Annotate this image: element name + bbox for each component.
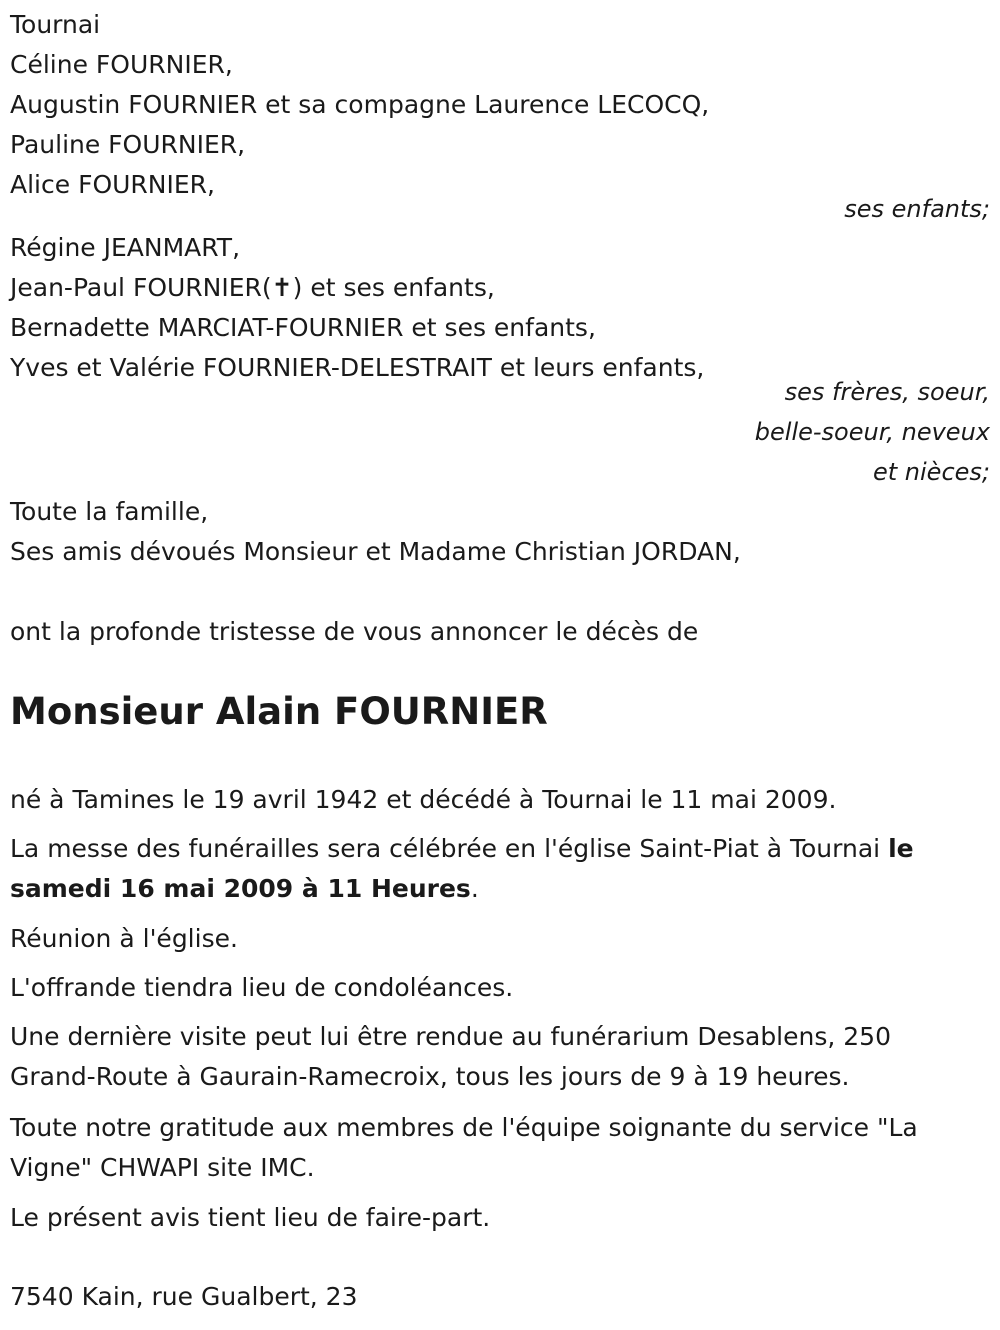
sibling-name: Yves et Valérie FOURNIER-DELESTRAIT et leurs enfants, — [10, 353, 705, 382]
funeral-mass-text — [10, 874, 479, 904]
city-heading: Tournai — [10, 10, 101, 39]
notice-text: Le présent avis tient lieu de faire-part. — [10, 1203, 491, 1232]
deceased-name: Monsieur Alain FOURNIER — [10, 690, 548, 733]
visit-text: Grand-Route à Gaurain-Ramecroix, tous les jours de 9 à 19 heures. — [10, 1062, 850, 1091]
funeral-mass-date-start: le — [888, 834, 914, 863]
sibling-name: Bernadette MARCIAT-FOURNIER et ses enfants, — [10, 313, 596, 342]
funeral-mass-date: samedi 16 mai 2009 à 11 Heures — [10, 874, 471, 903]
siblings-relation: ses frères, soeur, — [784, 378, 990, 406]
gratitude-text: Vigne" CHWAPI site IMC. — [10, 1153, 315, 1182]
offering-text: L'offrande tiendra lieu de condoléances. — [10, 973, 514, 1002]
funeral-mass-post: . — [470, 874, 479, 903]
child-name: Céline FOURNIER, — [10, 50, 233, 79]
birth-death-text: né à Tamines le 19 avril 1942 et décédé à Tournai le 11 mai 2009. — [10, 785, 837, 814]
sibling-name: Régine JEANMART, — [10, 233, 241, 262]
children-relation: ses enfants; — [844, 195, 990, 223]
sibling-name: Jean-Paul FOURNIER(✝) et ses enfants, — [10, 273, 495, 302]
siblings-relation: et nièces; — [873, 458, 990, 486]
gratitude-text: Toute notre gratitude aux membres de l'équipe soignante du service "La — [10, 1113, 918, 1142]
announcement-text: ont la profonde tristesse de vous annoncer le décès de — [10, 617, 699, 646]
siblings-relation: belle-soeur, neveux — [754, 418, 990, 446]
address-text: 7540 Kain, rue Gualbert, 23 — [10, 1282, 358, 1311]
friends-line: Ses amis dévoués Monsieur et Madame Christian JORDAN, — [10, 537, 741, 566]
child-name: Pauline FOURNIER, — [10, 130, 246, 159]
family-line: Toute la famille, — [10, 497, 209, 526]
child-name: Alice FOURNIER, — [10, 170, 215, 199]
meeting-text: Réunion à l'église. — [10, 924, 238, 953]
visit-text: Une dernière visite peut lui être rendue au funérarium Desablens, 250 — [10, 1022, 891, 1051]
funeral-mass-text — [10, 834, 914, 864]
child-name: Augustin FOURNIER et sa compagne Laurence LECOCQ, — [10, 90, 710, 119]
funeral-mass-pre: La messe des funérailles sera célébrée en l'église Saint-Piat à Tournai — [10, 834, 889, 863]
